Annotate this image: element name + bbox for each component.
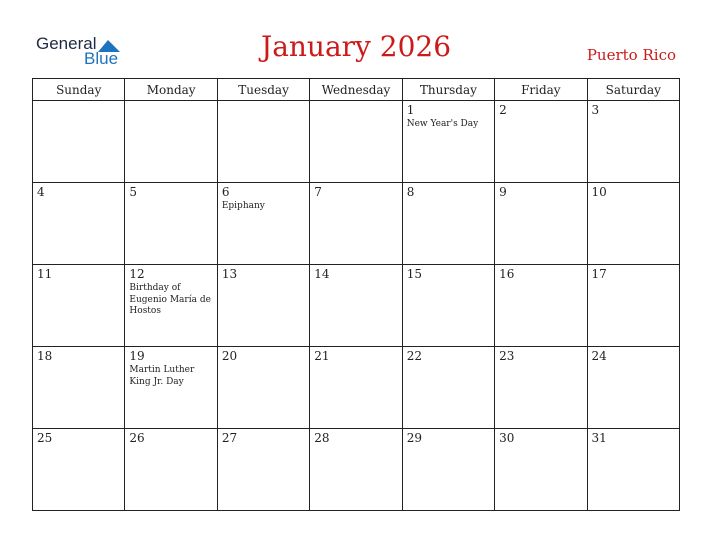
region-label: Puerto Rico: [586, 46, 676, 64]
day-cell: [217, 347, 309, 429]
weekday-header: Thursday: [402, 79, 494, 101]
day-cell: [125, 429, 217, 511]
day-cell: [495, 347, 587, 429]
day-number: 16: [499, 267, 515, 281]
weekday-header: Sunday: [33, 79, 125, 101]
day-number: 1: [406, 103, 415, 117]
holiday-label: Martin Luther King Jr. Day: [129, 365, 195, 387]
day-cell: [310, 101, 402, 183]
day-cell: [587, 101, 679, 183]
day-number: 5: [129, 185, 138, 199]
day-number: 6: [221, 185, 230, 199]
day-cell: [125, 347, 217, 429]
day-cell: [33, 265, 125, 347]
holiday-label: New Year's Day: [406, 119, 479, 129]
day-cell: [217, 265, 309, 347]
week-row: [33, 347, 680, 429]
weekday-header: Wednesday: [310, 79, 402, 101]
day-cell: [495, 101, 587, 183]
holiday-label: Birthday of Eugenio María de Hostos: [129, 283, 211, 316]
day-number: 17: [591, 267, 607, 281]
day-cell: [402, 265, 494, 347]
day-cell: [495, 429, 587, 511]
holiday-label: Epiphany: [221, 201, 265, 211]
day-cell: [587, 183, 679, 265]
day-number: 4: [37, 185, 45, 199]
weekday-header-row: [33, 79, 680, 101]
day-cell: [587, 429, 679, 511]
day-number: 18: [37, 349, 53, 363]
day-number: 7: [314, 185, 322, 199]
day-number: 11: [37, 267, 53, 281]
day-number: 29: [406, 431, 422, 445]
logo-text-blue: Blue: [84, 49, 119, 68]
day-number: 23: [499, 349, 515, 363]
day-cell: [33, 101, 125, 183]
calendar-title: January 2026: [260, 30, 452, 63]
weekday-header: Tuesday: [217, 79, 309, 101]
day-number: 31: [591, 431, 607, 445]
week-row: [33, 101, 680, 183]
day-number: 22: [406, 349, 422, 363]
day-number: 26: [129, 431, 145, 445]
day-number: 3: [591, 103, 600, 117]
day-number: 24: [591, 349, 607, 363]
day-cell: [125, 101, 217, 183]
week-row: [33, 429, 680, 511]
day-number: 8: [406, 185, 415, 199]
day-number: 9: [499, 185, 507, 199]
day-number: 14: [314, 267, 330, 281]
day-number: 28: [314, 431, 330, 445]
weekday-header: Saturday: [587, 79, 679, 101]
weekday-header: Friday: [495, 79, 587, 101]
day-number: 2: [499, 103, 507, 117]
day-cell: [587, 347, 679, 429]
day-number: 12: [129, 267, 145, 281]
day-number: 30: [499, 431, 515, 445]
day-number: 19: [129, 349, 145, 363]
weekday-header: Monday: [125, 79, 217, 101]
day-cell: [217, 101, 309, 183]
day-cell: [125, 265, 217, 347]
day-cell: [33, 183, 125, 265]
day-cell: [310, 265, 402, 347]
day-cell: [495, 183, 587, 265]
week-row: [33, 183, 680, 265]
day-cell: [310, 183, 402, 265]
day-number: 15: [406, 267, 422, 281]
day-cell: [310, 347, 402, 429]
day-number: 13: [221, 267, 238, 281]
day-number: 25: [37, 431, 53, 445]
day-number: 21: [314, 349, 330, 363]
day-cell: [125, 183, 217, 265]
day-cell: [402, 347, 494, 429]
day-cell: [217, 183, 309, 265]
day-cell: [402, 101, 494, 183]
day-cell: [310, 429, 402, 511]
day-cell: [217, 429, 309, 511]
week-row: [33, 265, 680, 347]
day-number: 27: [221, 431, 238, 445]
day-cell: [495, 265, 587, 347]
logo-text-general: General: [36, 34, 97, 53]
day-cell: [33, 429, 125, 511]
day-cell: [33, 347, 125, 429]
day-number: 20: [221, 349, 238, 363]
day-number: 10: [591, 185, 607, 199]
day-cell: [402, 429, 494, 511]
calendar-grid: [32, 78, 680, 511]
day-cell: [402, 183, 494, 265]
day-cell: [587, 265, 679, 347]
